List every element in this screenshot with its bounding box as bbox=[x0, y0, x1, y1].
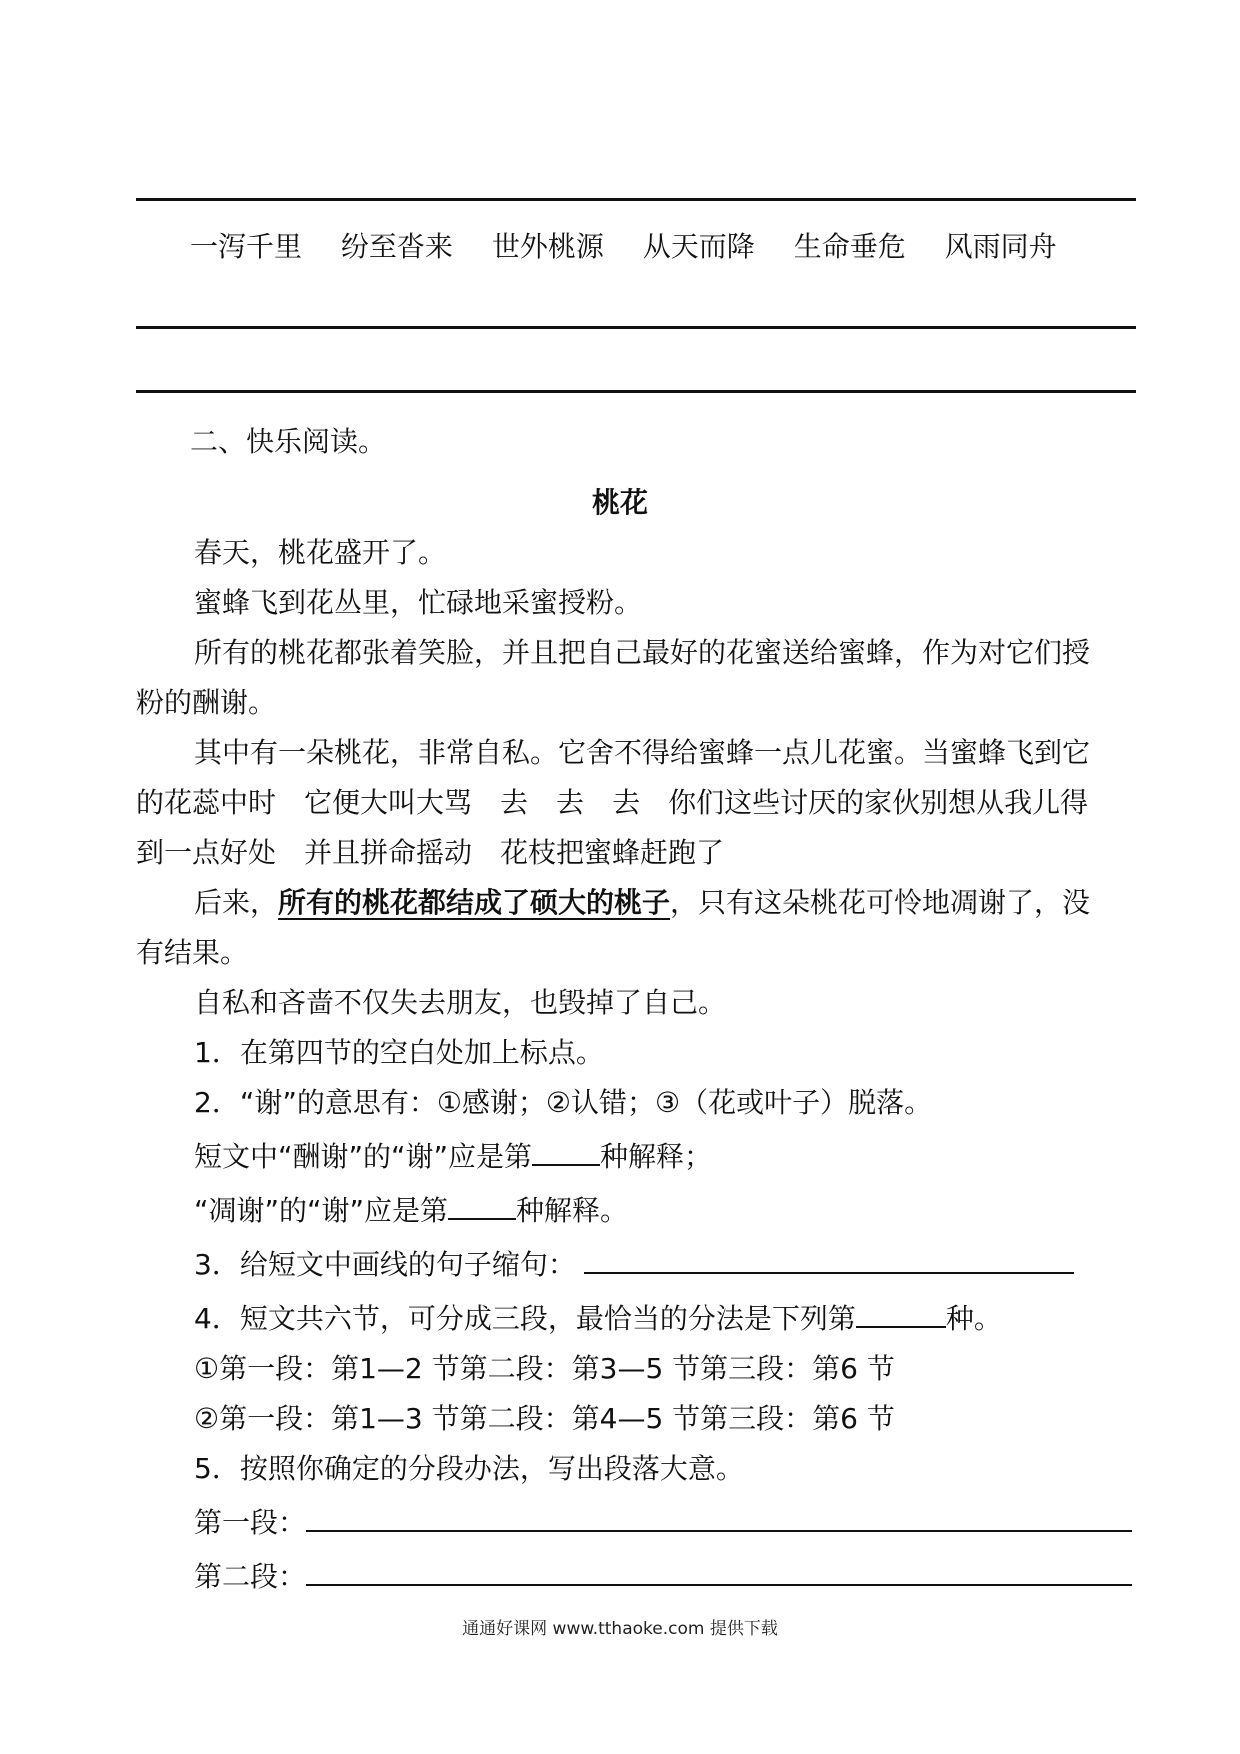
question-2: 2．“谢”的意思有：①感谢；②认错；③（花或叶子）脱落。 bbox=[194, 1086, 933, 1119]
story-text: 所有的桃花都张着笑脸，并且把自己最好的花蜜送给蜜蜂，作为对它们授 bbox=[194, 636, 1091, 669]
idiom: 从天而降 bbox=[642, 230, 755, 263]
underlined-sentence: 所有的桃花都结成了硕大的桃子 bbox=[278, 886, 671, 919]
story-paragraph-4: 其中有一朵桃花，非常自私。它舍不得给蜜蜂一点儿花蜜。当蜜蜂飞到它 bbox=[194, 736, 1091, 769]
question-4-option-1: ①第一段：第1—2 节第二段：第3—5 节第三段：第6 节 bbox=[194, 1352, 895, 1385]
segment-2-row bbox=[136, 1548, 1136, 1602]
answer-line bbox=[136, 198, 1136, 201]
story-paragraph-2: 蜜蜂飞到花丛里，忙碌地采蜜授粉。 bbox=[194, 586, 643, 619]
story-text: 去 bbox=[500, 786, 529, 819]
story-text: 去 bbox=[612, 786, 641, 819]
question-5: 5．按照你确定的分段办法，写出段落大意。 bbox=[194, 1452, 744, 1485]
segment-label: 第二段： bbox=[194, 1560, 307, 1593]
answer-blank[interactable] bbox=[448, 1182, 516, 1220]
question-4 bbox=[136, 1290, 1136, 1344]
story-text: 你们这些讨厌的家伙别想从我儿得 bbox=[668, 786, 1089, 819]
idiom: 一泻千里 bbox=[190, 230, 303, 263]
story-text: 到一点好处 bbox=[136, 836, 277, 869]
story-text: 花枝把蜜蜂赶跑了 bbox=[500, 836, 725, 869]
story-text: 它便大叫大骂 bbox=[304, 786, 473, 819]
idiom-list bbox=[190, 222, 1087, 272]
story-text: 的花蕊中时 bbox=[136, 786, 277, 819]
answer-line bbox=[136, 326, 1136, 329]
answer-blank[interactable] bbox=[306, 1494, 1132, 1532]
story-text: ，只有这朵桃花可怜地凋谢了，没 bbox=[670, 886, 1091, 919]
story-paragraph-1: 春天，桃花盛开了。 bbox=[194, 536, 447, 569]
idiom: 世外桃源 bbox=[491, 230, 604, 263]
story-text: 去 bbox=[556, 786, 585, 819]
segment-1-row bbox=[136, 1494, 1136, 1548]
answer-blank[interactable] bbox=[856, 1290, 946, 1328]
question-4-option-2: ②第一段：第1—3 节第二段：第4—5 节第三段：第6 节 bbox=[194, 1402, 895, 1435]
story-text: 并且拼命摇动 bbox=[304, 836, 473, 869]
story-paragraph-4-line3 bbox=[136, 828, 1136, 878]
answer-blank[interactable] bbox=[584, 1236, 1074, 1274]
idiom: 纷至沓来 bbox=[340, 230, 453, 263]
answer-line bbox=[136, 390, 1136, 393]
story-title: 桃花 bbox=[591, 486, 648, 519]
story-text: 后来， bbox=[194, 886, 279, 919]
story-paragraph-6: 自私和吝啬不仅失去朋友，也毁掉了自己。 bbox=[194, 986, 727, 1019]
answer-blank[interactable] bbox=[306, 1548, 1132, 1586]
story-paragraph-3 bbox=[136, 628, 1136, 678]
story-paragraph-5-cont: 有结果。 bbox=[136, 936, 249, 969]
question-text: 3．给短文中画线的句子缩句： bbox=[194, 1248, 576, 1281]
story-body bbox=[136, 528, 1136, 1602]
question-1: 1．在第四节的空白处加上标点。 bbox=[194, 1036, 604, 1069]
question-2a bbox=[136, 1128, 1136, 1182]
question-text: 种解释。 bbox=[516, 1194, 629, 1227]
question-text: 短文中“酬谢”的“谢”应是第 bbox=[194, 1140, 533, 1173]
story-paragraph-5 bbox=[136, 878, 1136, 928]
question-2b bbox=[136, 1182, 1136, 1236]
idiom: 风雨同舟 bbox=[944, 230, 1057, 263]
question-3 bbox=[136, 1236, 1136, 1290]
footer-credit: 通通好课网 www.tthaoke.com 提供下载 bbox=[462, 1619, 778, 1639]
question-text: 种。 bbox=[945, 1302, 1002, 1335]
question-text: “凋谢”的“谢”应是第 bbox=[194, 1194, 449, 1227]
answer-blank[interactable] bbox=[532, 1128, 600, 1166]
question-text: 种解释； bbox=[600, 1140, 713, 1173]
question-text: 4．短文共六节，可分成三段，最恰当的分法是下列第 bbox=[194, 1302, 856, 1335]
section-heading: 二、快乐阅读。 bbox=[190, 425, 387, 458]
story-paragraph-3-cont: 粉的酬谢。 bbox=[136, 686, 277, 719]
story-paragraph-4-line2 bbox=[136, 778, 1136, 828]
idiom: 生命垂危 bbox=[793, 230, 906, 263]
segment-label: 第一段： bbox=[194, 1506, 307, 1539]
